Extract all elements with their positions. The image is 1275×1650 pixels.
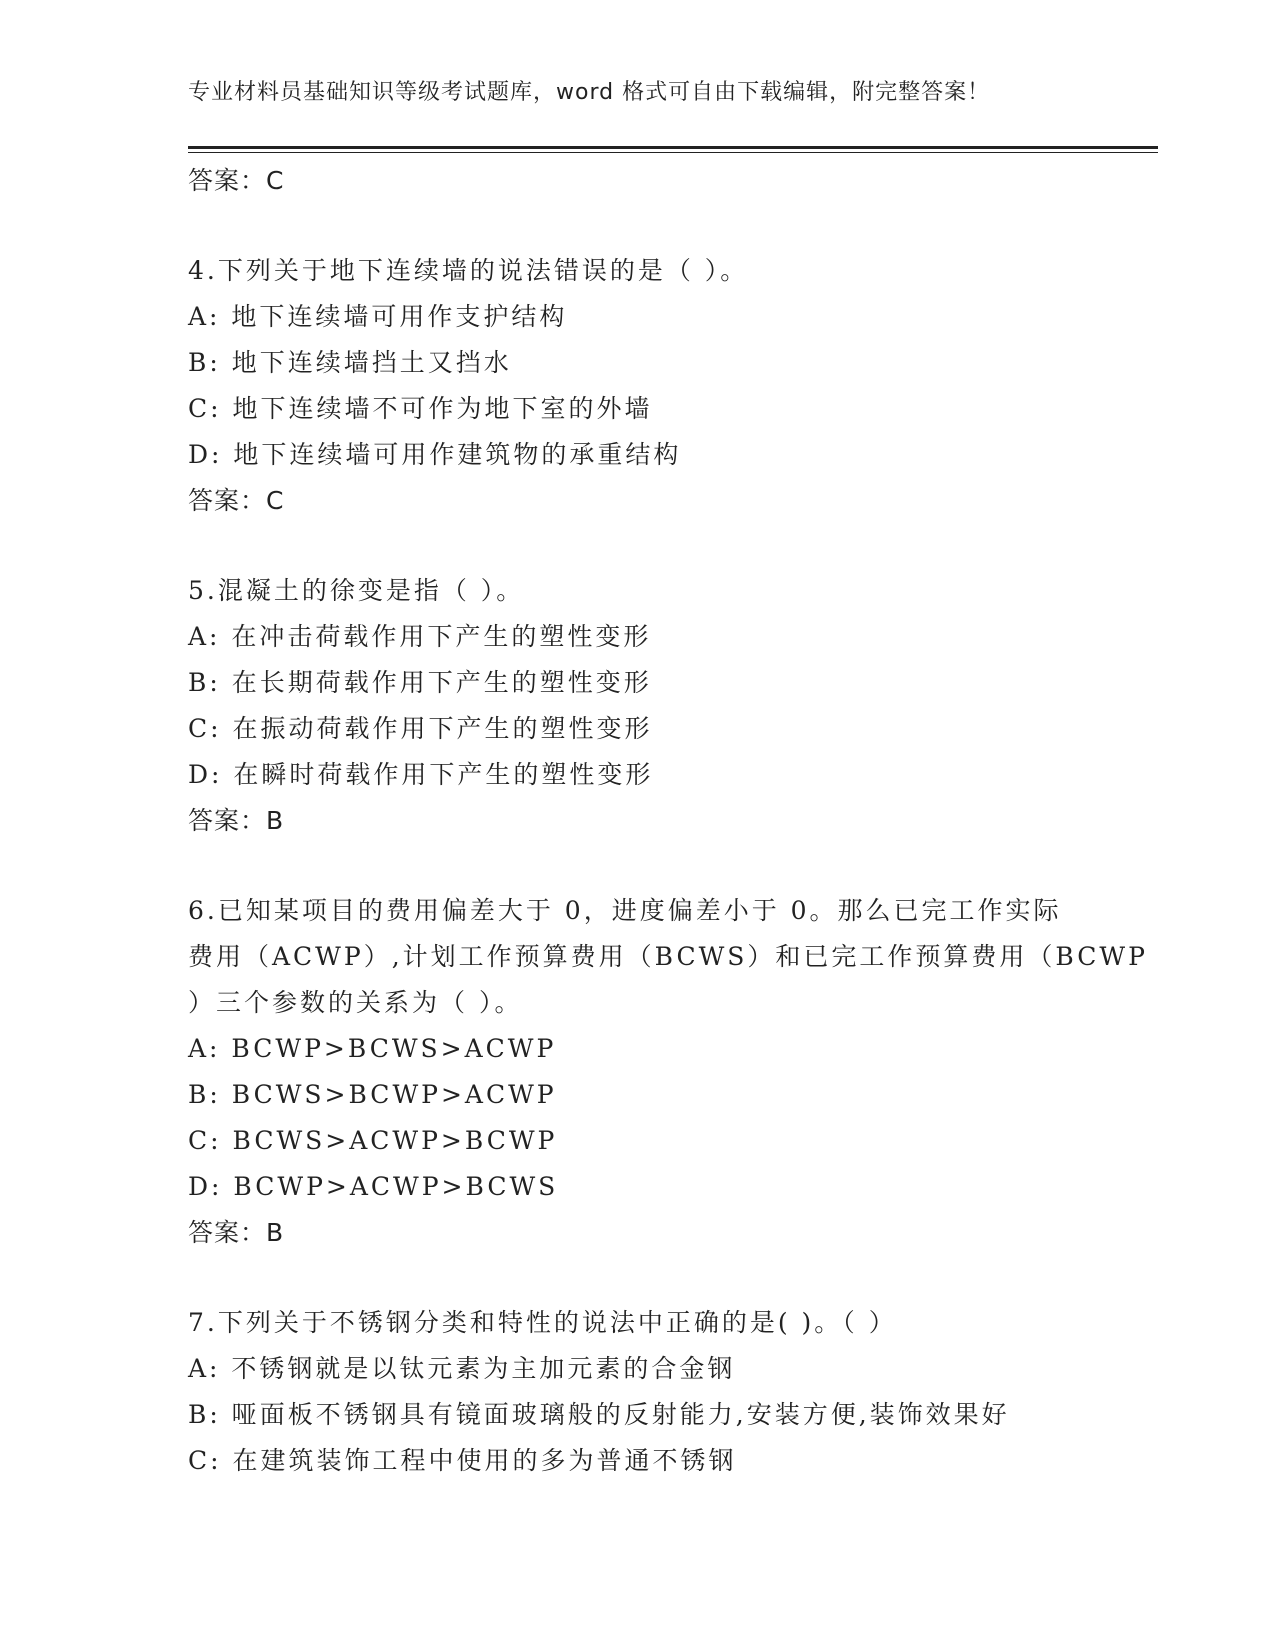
question-list xyxy=(188,158,1148,1484)
spacer xyxy=(188,204,1088,248)
question-block xyxy=(188,248,1088,524)
option-c: C: BCWS>ACWP>BCWP xyxy=(188,1126,558,1155)
option-d: D: BCWP>ACWP>BCWS xyxy=(188,1172,559,1201)
header-divider-thick xyxy=(188,146,1158,149)
spacer xyxy=(188,524,1088,568)
question-stem-line-3: ）三个参数的关系为（ ）。 xyxy=(188,988,523,1017)
option-b: B: 在长期荷载作用下产生的塑性变形 xyxy=(188,668,652,697)
answer-line: 答案：C xyxy=(188,166,285,195)
answer-line: 答案：B xyxy=(188,806,285,835)
spacer xyxy=(188,1256,1088,1300)
question-block xyxy=(188,1300,1088,1484)
option-c: C: 在振动荷载作用下产生的塑性变形 xyxy=(188,714,653,743)
option-a: A: 在冲击荷载作用下产生的塑性变形 xyxy=(188,622,652,651)
option-c: C: 在建筑装饰工程中使用的多为普通不锈钢 xyxy=(188,1446,737,1475)
option-d: D: 地下连续墙可用作建筑物的承重结构 xyxy=(188,440,682,469)
answer-line: 答案：C xyxy=(188,486,285,515)
answer-line: 答案：B xyxy=(188,1218,285,1247)
option-a: A: BCWP>BCWS>ACWP xyxy=(188,1034,557,1063)
question-stem: 4.下列关于地下连续墙的说法错误的是（ ）。 xyxy=(188,256,749,285)
header-divider-thin xyxy=(188,152,1158,153)
option-b: B: BCWS>BCWP>ACWP xyxy=(188,1080,557,1109)
question-block xyxy=(188,568,1088,844)
spacer xyxy=(188,844,1088,888)
option-b: B: 地下连续墙挡土又挡水 xyxy=(188,348,512,377)
question-stem: 5.混凝土的徐变是指（ ）。 xyxy=(188,576,525,605)
option-b: B: 哑面板不锈钢具有镜面玻璃般的反射能力,安装方便,装饰效果好 xyxy=(188,1400,1010,1429)
option-d: D: 在瞬时荷载作用下产生的塑性变形 xyxy=(188,760,654,789)
question-stem: 7.下列关于不锈钢分类和特性的说法中正确的是( )。（ ） xyxy=(188,1308,897,1337)
option-a: A: 地下连续墙可用作支护结构 xyxy=(188,302,568,331)
option-c: C: 地下连续墙不可作为地下室的外墙 xyxy=(188,394,653,423)
question-stem-line-1: 6.已知某项目的费用偏差大于 0，进度偏差小于 0。那么已完工作实际 xyxy=(188,896,1062,925)
page-header: 专业材料员基础知识等级考试题库，word 格式可自由下载编辑，附完整答案！ xyxy=(188,80,991,105)
option-a: A: 不锈钢就是以钛元素为主加元素的合金钢 xyxy=(188,1354,736,1383)
question-block xyxy=(188,888,1148,1256)
question-stem-line-2: 费用（ACWP）,计划工作预算费用（BCWS）和已完工作预算费用（BCWP xyxy=(188,942,1148,971)
